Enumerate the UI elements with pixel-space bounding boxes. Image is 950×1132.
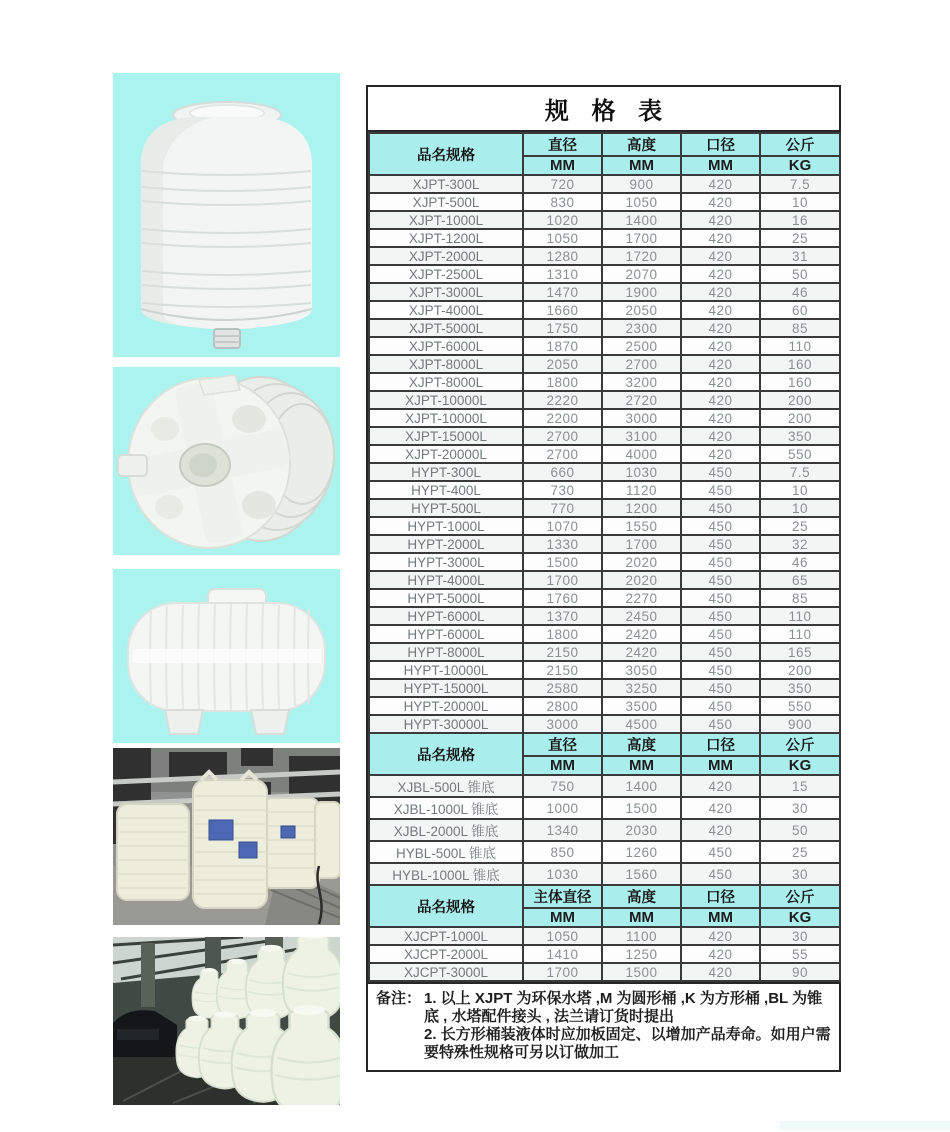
- value-cell: 2300: [602, 319, 681, 337]
- value-cell: 1120: [602, 481, 681, 499]
- value-cell: 420: [681, 193, 760, 211]
- spec-row: [369, 553, 840, 571]
- col-header-label: 主体直径: [523, 885, 602, 908]
- value-cell: 2220: [523, 391, 602, 409]
- spec-table-title: 规 格 表: [368, 87, 839, 132]
- value-cell: 4000: [602, 445, 681, 463]
- product-name-cell: HYPT-400L: [369, 481, 523, 499]
- value-cell: 85: [760, 589, 840, 607]
- col-header-label: 直径: [523, 733, 602, 756]
- col-header-label: 口径: [681, 133, 760, 156]
- value-cell: 450: [681, 625, 760, 643]
- value-cell: 420: [681, 445, 760, 463]
- value-cell: 31: [760, 247, 840, 265]
- value-cell: 450: [681, 715, 760, 733]
- value-cell: 1560: [602, 863, 681, 885]
- spec-row: [369, 301, 840, 319]
- value-cell: 2150: [523, 661, 602, 679]
- spec-row: [369, 697, 840, 715]
- value-cell: 420: [681, 211, 760, 229]
- value-cell: 660: [523, 463, 602, 481]
- value-cell: 900: [602, 175, 681, 193]
- spec-row: [369, 775, 840, 797]
- spec-row: [369, 571, 840, 589]
- product-photo-cone-bottom-tank: [113, 367, 340, 555]
- product-name-cell: HYPT-6000L: [369, 625, 523, 643]
- value-cell: 450: [681, 679, 760, 697]
- value-cell: 1330: [523, 535, 602, 553]
- product-name-cell: XJBL-500L 锥底: [369, 775, 523, 797]
- value-cell: 450: [681, 863, 760, 885]
- section-header-row: [369, 885, 840, 908]
- value-cell: 90: [760, 963, 840, 981]
- product-name-cell: XJPT-3000L: [369, 283, 523, 301]
- value-cell: 1050: [523, 927, 602, 945]
- spec-row: [369, 283, 840, 301]
- col-header-label: 口径: [681, 733, 760, 756]
- value-cell: 420: [681, 337, 760, 355]
- value-cell: 50: [760, 819, 840, 841]
- product-name-cell: HYPT-30000L: [369, 715, 523, 733]
- col-header-label: 公斤: [760, 885, 840, 908]
- value-cell: 2700: [602, 355, 681, 373]
- value-cell: 1800: [523, 373, 602, 391]
- value-cell: 2070: [602, 265, 681, 283]
- value-cell: 770: [523, 499, 602, 517]
- spec-table: [368, 132, 841, 982]
- spec-row: [369, 819, 840, 841]
- value-cell: 1660: [523, 301, 602, 319]
- value-cell: 1070: [523, 517, 602, 535]
- vertical-tank-illustration: [113, 73, 340, 357]
- product-name-cell: XJBL-2000L 锥底: [369, 819, 523, 841]
- spec-row: [369, 337, 840, 355]
- product-name-cell: XJPT-300L: [369, 175, 523, 193]
- value-cell: 1870: [523, 337, 602, 355]
- product-name-cell: XJPT-8000L: [369, 373, 523, 391]
- value-cell: 160: [760, 373, 840, 391]
- value-cell: 2020: [602, 553, 681, 571]
- value-cell: 420: [681, 797, 760, 819]
- product-name-cell: XJBL-1000L 锥底: [369, 797, 523, 819]
- spec-row: [369, 797, 840, 819]
- col-header-unit: KG: [760, 908, 840, 927]
- product-name-cell: XJPT-8000L: [369, 355, 523, 373]
- value-cell: 7.5: [760, 463, 840, 481]
- value-cell: 1370: [523, 607, 602, 625]
- note-item-1: 1. 以上 XJPT 为环保水塔 ,M 为圆形桶 ,K 为方形桶 ,BL 为锥底 , 水塔配件接头 , 法兰请订货时提出: [424, 990, 823, 1025]
- notes-items: [424, 990, 833, 1062]
- product-name-cell: HYPT-15000L: [369, 679, 523, 697]
- value-cell: 1020: [523, 211, 602, 229]
- product-name-cell: HYPT-4000L: [369, 571, 523, 589]
- value-cell: 10: [760, 193, 840, 211]
- value-cell: 1400: [602, 211, 681, 229]
- value-cell: 1400: [602, 775, 681, 797]
- product-name-cell: HYPT-2000L: [369, 535, 523, 553]
- value-cell: 1720: [602, 247, 681, 265]
- value-cell: 2800: [523, 697, 602, 715]
- value-cell: 420: [681, 319, 760, 337]
- value-cell: 720: [523, 175, 602, 193]
- col-header-unit: MM: [523, 908, 602, 927]
- value-cell: 2700: [523, 445, 602, 463]
- value-cell: 1800: [523, 625, 602, 643]
- product-photo-horizontal-tank: [113, 569, 340, 743]
- product-name-cell: XJPT-2000L: [369, 247, 523, 265]
- value-cell: 420: [681, 355, 760, 373]
- value-cell: 550: [760, 445, 840, 463]
- value-cell: 1050: [602, 193, 681, 211]
- col-header-unit: MM: [602, 756, 681, 775]
- value-cell: 4500: [602, 715, 681, 733]
- spec-row: [369, 391, 840, 409]
- value-cell: 420: [681, 373, 760, 391]
- value-cell: 1250: [602, 945, 681, 963]
- value-cell: 1700: [602, 535, 681, 553]
- value-cell: 450: [681, 499, 760, 517]
- spec-row: [369, 927, 840, 945]
- value-cell: 2200: [523, 409, 602, 427]
- value-cell: 50: [760, 265, 840, 283]
- value-cell: 1500: [602, 797, 681, 819]
- value-cell: 1470: [523, 283, 602, 301]
- value-cell: 1500: [602, 963, 681, 981]
- spec-row: [369, 963, 840, 981]
- product-name-cell: HYPT-1000L: [369, 517, 523, 535]
- value-cell: 1200: [602, 499, 681, 517]
- spec-row: [369, 841, 840, 863]
- value-cell: 420: [681, 229, 760, 247]
- section-header-row: [369, 133, 840, 156]
- value-cell: 2420: [602, 643, 681, 661]
- value-cell: 110: [760, 337, 840, 355]
- value-cell: 350: [760, 427, 840, 445]
- value-cell: 85: [760, 319, 840, 337]
- value-cell: 1410: [523, 945, 602, 963]
- factory-photo-warehouse-drums: [113, 937, 340, 1105]
- value-cell: 25: [760, 517, 840, 535]
- spec-row: [369, 463, 840, 481]
- value-cell: 450: [681, 643, 760, 661]
- value-cell: 46: [760, 283, 840, 301]
- product-name-cell: XJPT-20000L: [369, 445, 523, 463]
- value-cell: 450: [681, 607, 760, 625]
- col-header-unit: MM: [681, 756, 760, 775]
- value-cell: 160: [760, 355, 840, 373]
- value-cell: 1900: [602, 283, 681, 301]
- value-cell: 450: [681, 841, 760, 863]
- value-cell: 30: [760, 863, 840, 885]
- col-header-label: 公斤: [760, 733, 840, 756]
- value-cell: 2150: [523, 643, 602, 661]
- value-cell: 1310: [523, 265, 602, 283]
- spec-table-body: [369, 133, 840, 981]
- col-header-label: 公斤: [760, 133, 840, 156]
- value-cell: 1760: [523, 589, 602, 607]
- value-cell: 420: [681, 963, 760, 981]
- value-cell: 2050: [523, 355, 602, 373]
- value-cell: 1030: [523, 863, 602, 885]
- value-cell: 830: [523, 193, 602, 211]
- spec-row: [369, 535, 840, 553]
- value-cell: 450: [681, 589, 760, 607]
- spec-row: [369, 643, 840, 661]
- value-cell: 2050: [602, 301, 681, 319]
- col-header-label: 高度: [602, 885, 681, 908]
- value-cell: 850: [523, 841, 602, 863]
- section-header-row: [369, 733, 840, 756]
- product-name-cell: XJPT-500L: [369, 193, 523, 211]
- spec-row: [369, 247, 840, 265]
- value-cell: 420: [681, 301, 760, 319]
- value-cell: 7.5: [760, 175, 840, 193]
- value-cell: 1700: [602, 229, 681, 247]
- spec-row: [369, 373, 840, 391]
- product-name-cell: HYPT-5000L: [369, 589, 523, 607]
- value-cell: 2720: [602, 391, 681, 409]
- value-cell: 3100: [602, 427, 681, 445]
- note-item-2: 2. 长方形桶装液体时应加板固定、以增加产品寿命。如用户需要特殊性规格可另以订做加工: [424, 1026, 831, 1061]
- col-header-unit: KG: [760, 756, 840, 775]
- product-name-cell: XJPT-10000L: [369, 409, 523, 427]
- value-cell: 450: [681, 481, 760, 499]
- product-name-cell: XJPT-1000L: [369, 211, 523, 229]
- spec-row: [369, 499, 840, 517]
- value-cell: 420: [681, 775, 760, 797]
- col-header-product-name: 品名规格: [369, 133, 523, 175]
- value-cell: 420: [681, 283, 760, 301]
- value-cell: 16: [760, 211, 840, 229]
- notes-label: 备注：: [376, 990, 422, 1007]
- value-cell: 420: [681, 265, 760, 283]
- value-cell: 30: [760, 797, 840, 819]
- value-cell: 1500: [523, 553, 602, 571]
- spec-row: [369, 355, 840, 373]
- value-cell: 1700: [523, 571, 602, 589]
- factory-yard-illustration: [113, 748, 340, 925]
- value-cell: 730: [523, 481, 602, 499]
- value-cell: 1700: [523, 963, 602, 981]
- spec-row: [369, 229, 840, 247]
- spec-row: [369, 607, 840, 625]
- value-cell: 450: [681, 517, 760, 535]
- col-header-unit: MM: [602, 908, 681, 927]
- warehouse-drums-illustration: [113, 937, 340, 1105]
- value-cell: 2030: [602, 819, 681, 841]
- spec-row: [369, 427, 840, 445]
- spec-row: [369, 625, 840, 643]
- product-name-cell: HYPT-300L: [369, 463, 523, 481]
- spec-row: [369, 863, 840, 885]
- spec-row: [369, 517, 840, 535]
- value-cell: 10: [760, 481, 840, 499]
- value-cell: 1100: [602, 927, 681, 945]
- spec-row: [369, 589, 840, 607]
- spec-row: [369, 319, 840, 337]
- value-cell: 200: [760, 661, 840, 679]
- value-cell: 420: [681, 247, 760, 265]
- spec-row: [369, 193, 840, 211]
- value-cell: 3000: [523, 715, 602, 733]
- col-header-label: 直径: [523, 133, 602, 156]
- cone-bottom-tank-illustration: [113, 367, 340, 555]
- value-cell: 1550: [602, 517, 681, 535]
- value-cell: 420: [681, 819, 760, 841]
- value-cell: 450: [681, 463, 760, 481]
- value-cell: 350: [760, 679, 840, 697]
- value-cell: 200: [760, 391, 840, 409]
- product-name-cell: HYPT-500L: [369, 499, 523, 517]
- value-cell: 1000: [523, 797, 602, 819]
- product-name-cell: HYPT-8000L: [369, 643, 523, 661]
- spec-row: [369, 409, 840, 427]
- horizontal-tank-illustration: [113, 569, 340, 743]
- value-cell: 1340: [523, 819, 602, 841]
- value-cell: 1260: [602, 841, 681, 863]
- spec-row: [369, 175, 840, 193]
- value-cell: 165: [760, 643, 840, 661]
- value-cell: 2700: [523, 427, 602, 445]
- value-cell: 1050: [523, 229, 602, 247]
- value-cell: 3050: [602, 661, 681, 679]
- value-cell: 420: [681, 391, 760, 409]
- value-cell: 1030: [602, 463, 681, 481]
- col-header-unit: MM: [602, 156, 681, 175]
- spec-row: [369, 481, 840, 499]
- value-cell: 450: [681, 553, 760, 571]
- value-cell: 25: [760, 841, 840, 863]
- value-cell: 25: [760, 229, 840, 247]
- product-name-cell: XJCPT-3000L: [369, 963, 523, 981]
- product-photo-vertical-tank: [113, 73, 340, 357]
- product-name-cell: XJPT-2500L: [369, 265, 523, 283]
- value-cell: 550: [760, 697, 840, 715]
- spec-table-box: [366, 85, 841, 1072]
- col-header-unit: MM: [523, 756, 602, 775]
- value-cell: 200: [760, 409, 840, 427]
- spec-row: [369, 679, 840, 697]
- value-cell: 65: [760, 571, 840, 589]
- value-cell: 3500: [602, 697, 681, 715]
- value-cell: 420: [681, 409, 760, 427]
- product-name-cell: HYBL-500L 锥底: [369, 841, 523, 863]
- col-header-unit: MM: [523, 156, 602, 175]
- value-cell: 450: [681, 661, 760, 679]
- product-name-cell: XJPT-10000L: [369, 391, 523, 409]
- value-cell: 30: [760, 927, 840, 945]
- value-cell: 420: [681, 945, 760, 963]
- value-cell: 450: [681, 571, 760, 589]
- col-header-product-name: 品名规格: [369, 733, 523, 775]
- value-cell: 2500: [602, 337, 681, 355]
- product-name-cell: XJPT-1200L: [369, 229, 523, 247]
- value-cell: 60: [760, 301, 840, 319]
- product-name-cell: XJPT-5000L: [369, 319, 523, 337]
- value-cell: 420: [681, 175, 760, 193]
- value-cell: 1750: [523, 319, 602, 337]
- col-header-label: 高度: [602, 133, 681, 156]
- value-cell: 420: [681, 927, 760, 945]
- product-name-cell: XJPT-6000L: [369, 337, 523, 355]
- col-header-unit: MM: [681, 908, 760, 927]
- value-cell: 2420: [602, 625, 681, 643]
- factory-photo-tank-yard: [113, 748, 340, 925]
- col-header-label: 高度: [602, 733, 681, 756]
- spec-row: [369, 945, 840, 963]
- notes-block: [368, 982, 839, 1070]
- product-name-cell: XJCPT-1000L: [369, 927, 523, 945]
- product-name-cell: HYPT-6000L: [369, 607, 523, 625]
- col-header-unit: MM: [681, 156, 760, 175]
- value-cell: 110: [760, 625, 840, 643]
- product-name-cell: HYBL-1000L 锥底: [369, 863, 523, 885]
- value-cell: 10: [760, 499, 840, 517]
- value-cell: 3000: [602, 409, 681, 427]
- spec-row: [369, 211, 840, 229]
- value-cell: 55: [760, 945, 840, 963]
- value-cell: 3250: [602, 679, 681, 697]
- value-cell: 900: [760, 715, 840, 733]
- value-cell: 32: [760, 535, 840, 553]
- product-name-cell: HYPT-3000L: [369, 553, 523, 571]
- value-cell: 450: [681, 535, 760, 553]
- scan-artifact: [780, 1121, 950, 1130]
- value-cell: 420: [681, 427, 760, 445]
- value-cell: 2270: [602, 589, 681, 607]
- value-cell: 46: [760, 553, 840, 571]
- spec-row: [369, 445, 840, 463]
- product-name-cell: XJPT-4000L: [369, 301, 523, 319]
- spec-row: [369, 715, 840, 733]
- product-name-cell: XJPT-15000L: [369, 427, 523, 445]
- product-name-cell: XJCPT-2000L: [369, 945, 523, 963]
- product-name-cell: HYPT-10000L: [369, 661, 523, 679]
- value-cell: 2020: [602, 571, 681, 589]
- spec-row: [369, 265, 840, 283]
- product-name-cell: HYPT-20000L: [369, 697, 523, 715]
- col-header-label: 口径: [681, 885, 760, 908]
- value-cell: 1280: [523, 247, 602, 265]
- value-cell: 2580: [523, 679, 602, 697]
- value-cell: 450: [681, 697, 760, 715]
- spec-row: [369, 661, 840, 679]
- value-cell: 2450: [602, 607, 681, 625]
- value-cell: 110: [760, 607, 840, 625]
- value-cell: 3200: [602, 373, 681, 391]
- value-cell: 15: [760, 775, 840, 797]
- value-cell: 750: [523, 775, 602, 797]
- col-header-unit: KG: [760, 156, 840, 175]
- col-header-product-name: 品名规格: [369, 885, 523, 927]
